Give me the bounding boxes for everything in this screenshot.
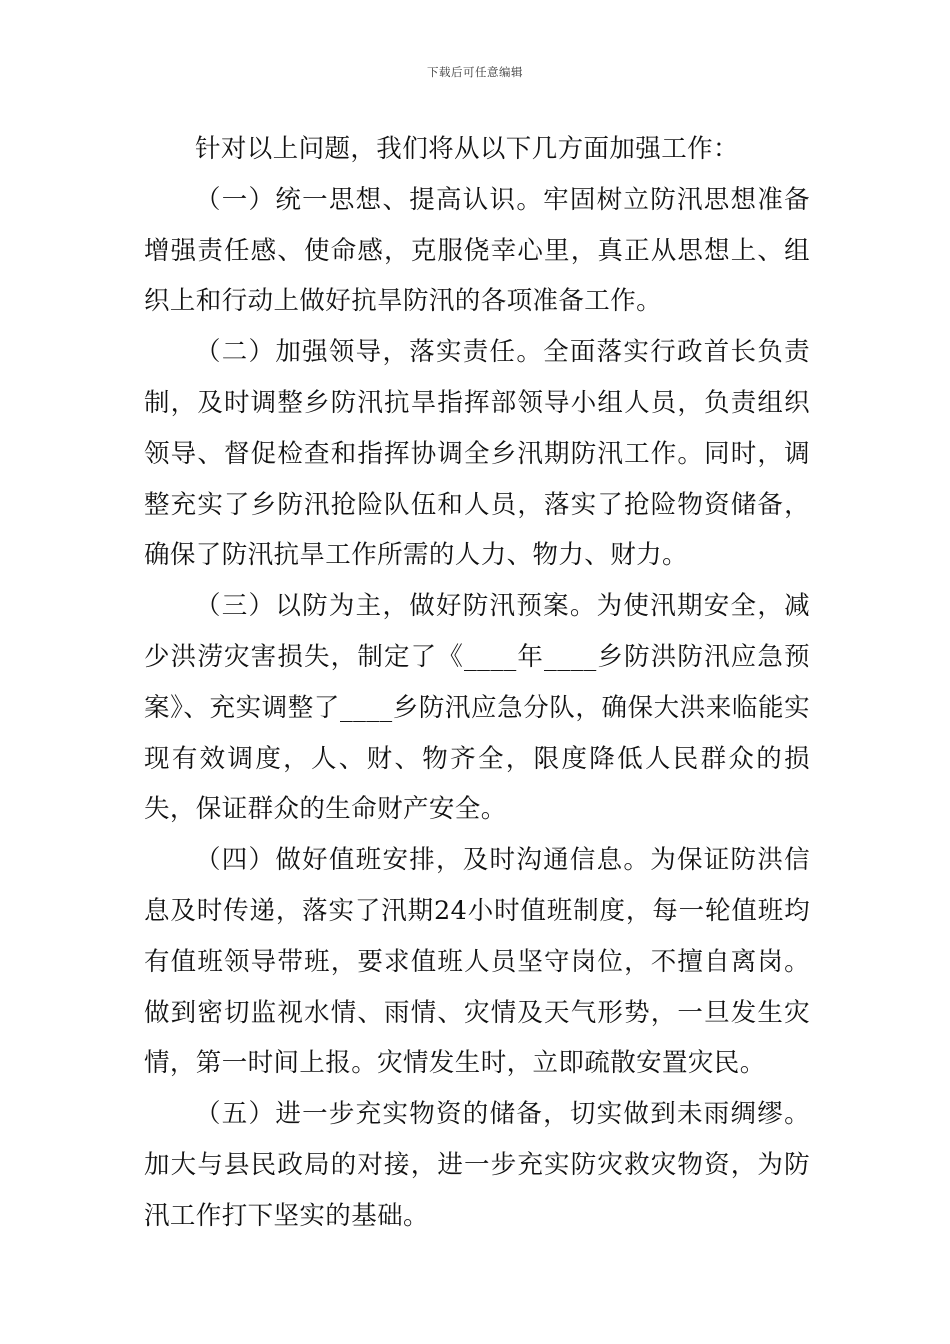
paragraph-item-5: （五）进一步充实物资的储备，切实做到未雨绸缪。加大与县民政局的对接，进一步充实防灾救灾物资，为防汛工作打下坚实的基础。 (144, 1099, 810, 1231)
paragraph-item-3: （三）以防为主，做好防汛预案。为使汛期安全，减少洪涝灾害损失，制定了《____年____乡防洪防汛应急预案》、充实调整了____乡防汛应急分队，确保大洪来临能实现有效调度，人、财、物齐全，限度降低人民群众的损失，保证群众的生命财产安全。 (144, 591, 810, 825)
paragraph-item-1: （一）统一思想、提高认识。牢固树立防汛思想准备增强责任感、使命感，克服侥幸心里，真正从思想上、组织上和行动上做好抗旱防汛的各项准备工作。 (144, 184, 810, 317)
paragraph-item-4: （四）做好值班安排，及时沟通信息。为保证防洪信息及时传递，落实了汛期24小时值班制度，每一轮值班均有值班领导带班，要求值班人员坚守岗位，不擅自离岗。做到密切监视水情、雨情、灾情及天气形势，一旦发生灾情，第一时间上报。灾情发生时，立即疏散安置灾民。 (144, 845, 810, 1079)
page-header-note: 下载后可任意编辑 (427, 65, 523, 79)
document-body (144, 124, 810, 1242)
paragraph-intro: 针对以上问题，我们将从以下几方面加强工作： (195, 134, 739, 164)
paragraph-item-2: （二）加强领导，落实责任。全面落实行政首长负责制，及时调整乡防汛抗旱指挥部领导小组人员，负责组织领导、督促检查和指挥协调全乡汛期防汛工作。同时，调整充实了乡防汛抢险队伍和人员，落实了抢险物资储备，确保了防汛抗旱工作所需的人力、物力、财力。 (144, 337, 810, 571)
